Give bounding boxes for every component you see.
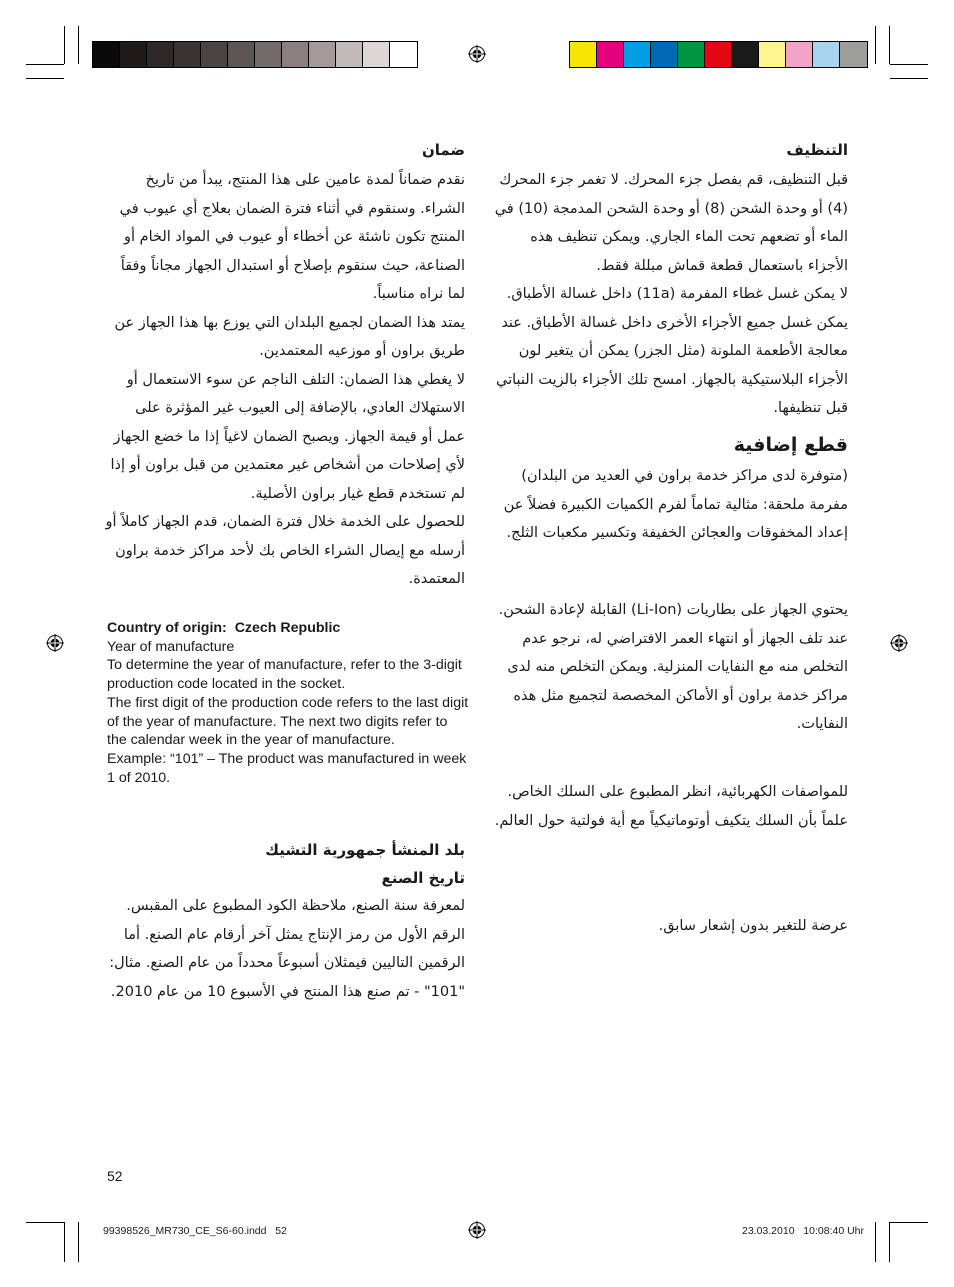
cleaning-section <box>488 136 848 423</box>
color-swatch <box>705 42 732 67</box>
color-swatch <box>255 42 282 67</box>
cleaning-paragraph: قبل التنظيف، قم بفصل جزء المحرك. لا تغمر جزء المحرك (4) أو وحدة الشحن (8) أو وحدة الشحن المدمجة (10) في الماء أو تضعهم تحت الماء الجاري. ويمكن تنظيف هذه الأجزاء باستعمال قطعة قماش مبللة فقط. <box>494 172 848 274</box>
footer-file-slug: 99398526_MR730_CE_S6-60.indd 52 <box>103 1225 287 1237</box>
year-text: The first digit of the production code refers to the last digit of the year of manufacture. The next two digits refer to the calendar week in the year of manufacture. <box>107 694 469 749</box>
color-swatch <box>147 42 174 67</box>
guarantee-section <box>105 136 465 594</box>
crop-mark <box>26 64 64 65</box>
color-swatch <box>309 42 336 67</box>
process-color-bar <box>569 41 868 68</box>
crop-mark <box>64 26 65 64</box>
origin-label: Country of origin: <box>107 620 227 636</box>
crop-mark <box>875 26 876 64</box>
color-swatch <box>336 42 363 67</box>
page-number: 52 <box>107 1168 123 1184</box>
year-text: To determine the year of manufacture, refer to the 3-digit production code located in the socket. <box>107 657 462 693</box>
cleaning-paragraph: لا يمكن غسل غطاء المفرمة (11a) داخل غسالة الأطباق. يمكن غسل جميع الأجزاء الأخرى داخل غسالة الأطباق. عند معالجة الأطعمة الملونة (مثل الجزر) يمكن أن يتغير لون الأجزاء البلاستيكية بالجهاز. امسح تلك الأجزاء بالزيت النباتي قبل تنظيفها. <box>496 286 848 416</box>
accessories-section <box>488 430 848 548</box>
crop-mark <box>26 78 64 79</box>
color-swatch <box>93 42 120 67</box>
guarantee-paragraph: يمتد هذا الضمان لجميع البلدان التي يوزع بها هذا الجهاز عن طريق براون أو موزعيه المعتمدين. <box>114 314 465 359</box>
country-of-origin-line <box>107 619 469 638</box>
footer-date-slug: 23.03.2010 10:08:40 Uhr <box>741 1225 864 1237</box>
subject-to-change-text: عرضة للتغير بدون إشعار سابق. <box>658 918 848 934</box>
origin-section-arabic <box>105 836 465 1006</box>
color-swatch <box>732 42 759 67</box>
accessories-text: (متوفرة لدى مراكز خدمة براون في العديد من البلدان) مفرمة ملحقة: مثالية تماماً لفرم الكميات الكبيرة فضلاً عن إعداد المخفوقات والعجائن الخفيفة وتكسير مكعبات الثلج. <box>503 468 848 541</box>
arabic-year-heading: تاريخ الصنع <box>381 869 465 887</box>
arabic-origin-heading: بلد المنشأ جمهورية التشيك <box>265 841 465 859</box>
registration-mark-icon <box>890 634 908 652</box>
crop-mark <box>889 26 890 64</box>
origin-value: Czech Republic <box>234 620 341 636</box>
color-swatch <box>624 42 651 67</box>
color-swatch <box>390 42 417 67</box>
crop-mark <box>64 1222 65 1262</box>
accessories-heading: قطع إضافية <box>733 434 848 456</box>
crop-mark <box>26 1222 64 1223</box>
crop-mark <box>890 78 928 79</box>
registration-mark-icon <box>468 45 486 63</box>
guarantee-paragraph: نقدم ضماناً لمدة عامين على هذا المنتج، يبدأ من تاريخ الشراء. وسنقوم في أثناء فترة الضمان بعلاج أي عيوب في المنتج تكون ناشئة عن أخطاء أو عيوب في المواد الخام أو الصناعة، حيث سنقوم بإصلاح أو استبدال الجهاز مجاناً وفقاً لما نراه مناسباً. <box>119 172 465 302</box>
battery-disposal-text: يحتوي الجهاز على بطاريات (Li-Ion) القابلة لإعادة الشحن. عند تلف الجهاز أو انتهاء العمر الافتراضي له، نرجو عدم التخلص منه مع النفايات المنزلية. ويمكن التخلص منه لدى مراكز خدمة براون أو الأماكن المخصصة لتجميع مثل هذه النفايات. <box>498 602 848 732</box>
electrical-spec-text: للمواصفات الكهربائية، انظر المطبوع على السلك الخاص. علماً بأن السلك يتكيف أوتوماتيكياً مع أية فولتية حول العالم. <box>494 784 848 829</box>
arabic-year-text: لمعرفة سنة الصنع، ملاحظة الكود المطبوع على المقبس. الرقم الأول من رمز الإنتاج يمثل آخر أرقام عام الصنع. أما الرقمين التاليين فيمثلان أسبوعاً محدداً من عام الصنع. مثال: "101" - تم صنع هذا المنتج في الأسبوع 10 من عام 2010. <box>109 898 465 1000</box>
color-swatch <box>597 42 624 67</box>
crop-mark <box>875 1222 876 1262</box>
grayscale-color-bar <box>92 41 418 68</box>
battery-disposal-section <box>488 596 848 739</box>
year-text: Example: “101” – The product was manufactured in week 1 of 2010. <box>107 750 467 786</box>
registration-mark-icon <box>468 1221 486 1239</box>
guarantee-heading: ضمان <box>422 141 465 159</box>
electrical-spec-section <box>488 778 848 835</box>
color-swatch <box>840 42 867 67</box>
color-swatch <box>363 42 390 67</box>
subject-to-change-section <box>488 912 848 941</box>
registration-mark-icon <box>46 634 64 652</box>
color-swatch <box>678 42 705 67</box>
guarantee-paragraph: للحصول على الخدمة خلال فترة الضمان، قدم الجهاز كاملاً أو أرسله مع إيصال الشراء الخاص بك لأحد مراكز خدمة براون المعتمدة. <box>105 514 465 587</box>
guarantee-paragraph: لا يغطي هذا الضمان: التلف الناجم عن سوء الاستعمال أو الاستهلاك العادي، بالإضافة إلى العيوب غير المؤثرة على عمل أو قيمة الجهاز. ويصبح الضمان لاغياً إذا ما خضع الجهاز لأي إصلاحات من أشخاص غير معتمدين من قبل براون أو إذا لم تستخدم قطع غيار براون الأصلية. <box>110 371 465 502</box>
color-swatch <box>120 42 147 67</box>
crop-mark <box>890 64 928 65</box>
origin-section-english <box>107 619 469 787</box>
crop-mark <box>890 1222 928 1223</box>
cleaning-heading: التنظيف <box>786 141 848 159</box>
color-swatch <box>786 42 813 67</box>
color-swatch <box>174 42 201 67</box>
color-swatch <box>228 42 255 67</box>
color-swatch <box>282 42 309 67</box>
color-swatch <box>813 42 840 67</box>
crop-mark <box>78 1222 79 1262</box>
crop-mark <box>889 1222 890 1262</box>
year-heading: Year of manufacture <box>107 638 235 655</box>
crop-mark <box>78 26 79 64</box>
color-swatch <box>759 42 786 67</box>
color-swatch <box>201 42 228 67</box>
color-swatch <box>570 42 597 67</box>
color-swatch <box>651 42 678 67</box>
